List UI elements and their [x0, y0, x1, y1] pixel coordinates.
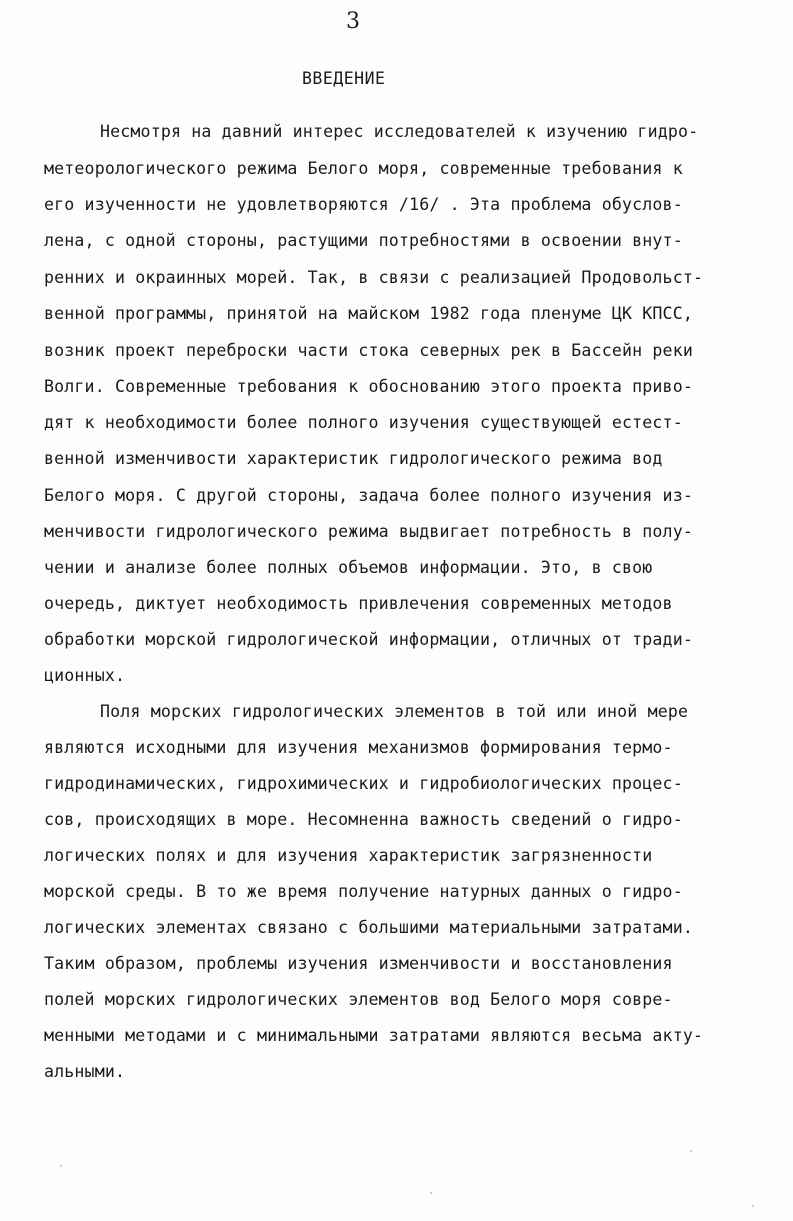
- scan-speck: [690, 1150, 692, 1152]
- paragraph-line: ционных.: [44, 666, 126, 685]
- paragraph-line: альными.: [44, 1062, 126, 1081]
- paragraph-line: чении и анализе более полных объемов информации. Это, в свою: [44, 558, 653, 577]
- paragraph-line: логических полях и для изучения характеристик загрязненности: [44, 846, 653, 865]
- paragraph-line: менчивости гидрологического режима выдвигает потребность в полу-: [44, 522, 693, 541]
- paragraph-line: возник проект переброски части стока северных рек в Бассейн реки: [44, 341, 693, 360]
- paragraph-line: сов, происходящих в море. Несомненна важность сведений о гидро-: [44, 810, 683, 829]
- paragraph-line: ренних и окраинных морей. Так, в связи с реализацией Продовольст-: [44, 268, 704, 287]
- paragraph-line: Поля морских гидрологических элементов в той или иной мере: [100, 702, 689, 721]
- paragraph-line: очередь, диктует необходимость привлечения современных методов: [44, 594, 673, 613]
- paragraph-line: Таким образом, проблемы изучения изменчивости и восстановления: [44, 954, 673, 973]
- paragraph-line: дят к необходимости более полного изучения существующей естест-: [44, 413, 683, 432]
- paragraph-line: морской среды. В то же время получение натурных данных о гидро-: [44, 882, 683, 901]
- scan-speck: [60, 1165, 62, 1167]
- paragraph-line: полей морских гидрологических элементов вод Белого моря совре-: [44, 990, 673, 1009]
- paragraph-line: венной изменчивости характеристик гидрологического режима вод: [44, 449, 663, 468]
- paragraph-line: Несмотря на давний интерес исследователей к изучению гидро-: [100, 122, 699, 141]
- section-title: ВВЕДЕНИЕ: [302, 69, 386, 88]
- paragraph-line: его изученности не удовлетворяются /16/ . Эта проблема обуслов-: [44, 195, 683, 214]
- paragraph-line: метеорологического режима Белого моря, современные требования к: [44, 159, 683, 178]
- paragraph-line: менными методами и с минимальными затратами являются весьма акту-: [44, 1026, 704, 1045]
- paragraph-line: Волги. Современные требования к обоснованию этого проекта приво-: [44, 377, 693, 396]
- paragraph-line: логических элементах связано с большими материальными затратами.: [44, 918, 693, 937]
- paragraph-line: лена, с одной стороны, растущими потребностями в освоении внут-: [44, 231, 683, 250]
- page-number: 3: [346, 9, 360, 34]
- paragraph-line: являются исходными для изучения механизмов формирования термо-: [44, 738, 673, 757]
- paragraph-line: обработки морской гидрологической информации, отличных от тради-: [44, 630, 693, 649]
- paragraph-line: венной программы, принятой на майском 1982 года пленуме ЦК КПСС,: [44, 304, 693, 323]
- paragraph-line: гидродинамических, гидрохимических и гидробиологических процес-: [44, 774, 683, 793]
- scan-speck: [430, 1192, 432, 1194]
- paragraph-line: Белого моря. С другой стороны, задача более полного изучения из-: [44, 486, 693, 505]
- scan-speck: [752, 1205, 754, 1207]
